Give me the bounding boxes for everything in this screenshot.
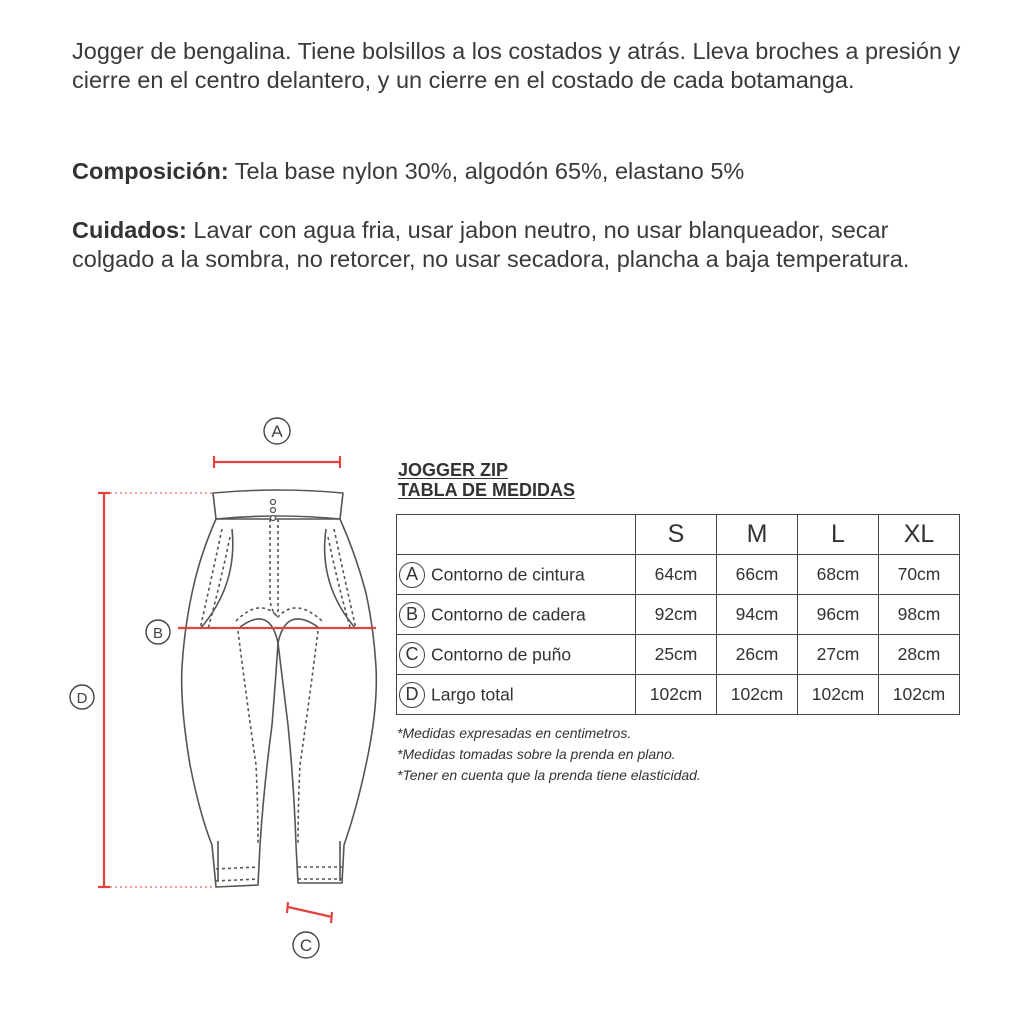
row-label (397, 595, 636, 635)
care-label: Cuidados: (72, 217, 187, 243)
table-cell: 92cm (636, 595, 717, 635)
table-cell: 94cm (717, 595, 798, 635)
size-header-row (397, 515, 960, 555)
measure-label: Contorno de cadera (431, 604, 586, 624)
size-l: L (798, 515, 879, 555)
table-row (397, 555, 960, 595)
note: *Tener en cuenta que la prenda tiene elasticidad. (397, 767, 701, 783)
table-cell: 102cm (798, 675, 879, 715)
measure-c-line (287, 902, 332, 923)
table-cell: 28cm (879, 635, 960, 675)
table-cell: 102cm (717, 675, 798, 715)
composition-text: Tela base nylon 30%, algodón 65%, elastano 5% (228, 158, 745, 184)
table-cell: 102cm (879, 675, 960, 715)
marker-d-badge: D (399, 682, 425, 708)
header-empty-cell (397, 515, 636, 555)
table-row (397, 675, 960, 715)
measure-label: Contorno de cintura (431, 564, 585, 584)
table-row (397, 595, 960, 635)
table-cell: 64cm (636, 555, 717, 595)
note: *Medidas expresadas en centimetros. (397, 725, 632, 741)
marker-b-badge: B (399, 602, 425, 628)
measure-label: Contorno de puño (431, 644, 572, 664)
snap-button (271, 508, 276, 513)
table-subtitle: TABLA DE MEDIDAS (398, 480, 575, 500)
care-text: Lavar con agua fria, usar jabon neutro, no usar blanqueador, secar colgado a la sombra, no retorcer, no usar secadora, plancha a baja temperatura. (72, 217, 910, 272)
size-m: M (717, 515, 798, 555)
marker-a-badge: A (399, 562, 425, 588)
snap-button (271, 516, 276, 521)
table-row (397, 635, 960, 675)
table-cell: 68cm (798, 555, 879, 595)
table-cell: 96cm (798, 595, 879, 635)
marker-a-label: A (271, 422, 283, 441)
table-cell: 26cm (717, 635, 798, 675)
measure-d-line (98, 493, 110, 887)
marker-c-label: C (299, 936, 313, 955)
table-cell: 102cm (636, 675, 717, 715)
marker-d-label: D (76, 690, 88, 707)
row-label (397, 675, 636, 715)
pants-outline (182, 519, 377, 887)
table-cell: 66cm (717, 555, 798, 595)
measure-a-line (214, 456, 340, 468)
size-s: S (636, 515, 717, 555)
table-cell: 98cm (879, 595, 960, 635)
table-cell: 25cm (636, 635, 717, 675)
table-cell: 27cm (798, 635, 879, 675)
measurement-notes (397, 725, 717, 788)
product-name: JOGGER ZIP (398, 460, 509, 480)
table-cell: 70cm (879, 555, 960, 595)
size-xl: XL (879, 515, 960, 555)
jogger-technical-drawing (60, 405, 400, 985)
care-instructions (72, 216, 972, 274)
size-table-title (398, 460, 575, 500)
marker-c-badge: C (399, 642, 425, 668)
note: *Medidas tomadas sobre la prenda en plano. (397, 746, 676, 762)
row-label (397, 555, 636, 595)
composition (72, 157, 972, 186)
size-table (396, 514, 960, 715)
composition-label: Composición: (72, 158, 229, 184)
waistband (213, 490, 343, 519)
marker-b-label: B (152, 625, 164, 642)
product-description: Jogger de bengalina. Tiene bolsillos a los costados y atrás. Lleva broches a presión y cierre en el centro delantero, y un cierre en el costado de cada botamanga. (72, 38, 961, 93)
measure-label: Largo total (431, 684, 514, 704)
row-label (397, 635, 636, 675)
snap-button (271, 500, 276, 505)
